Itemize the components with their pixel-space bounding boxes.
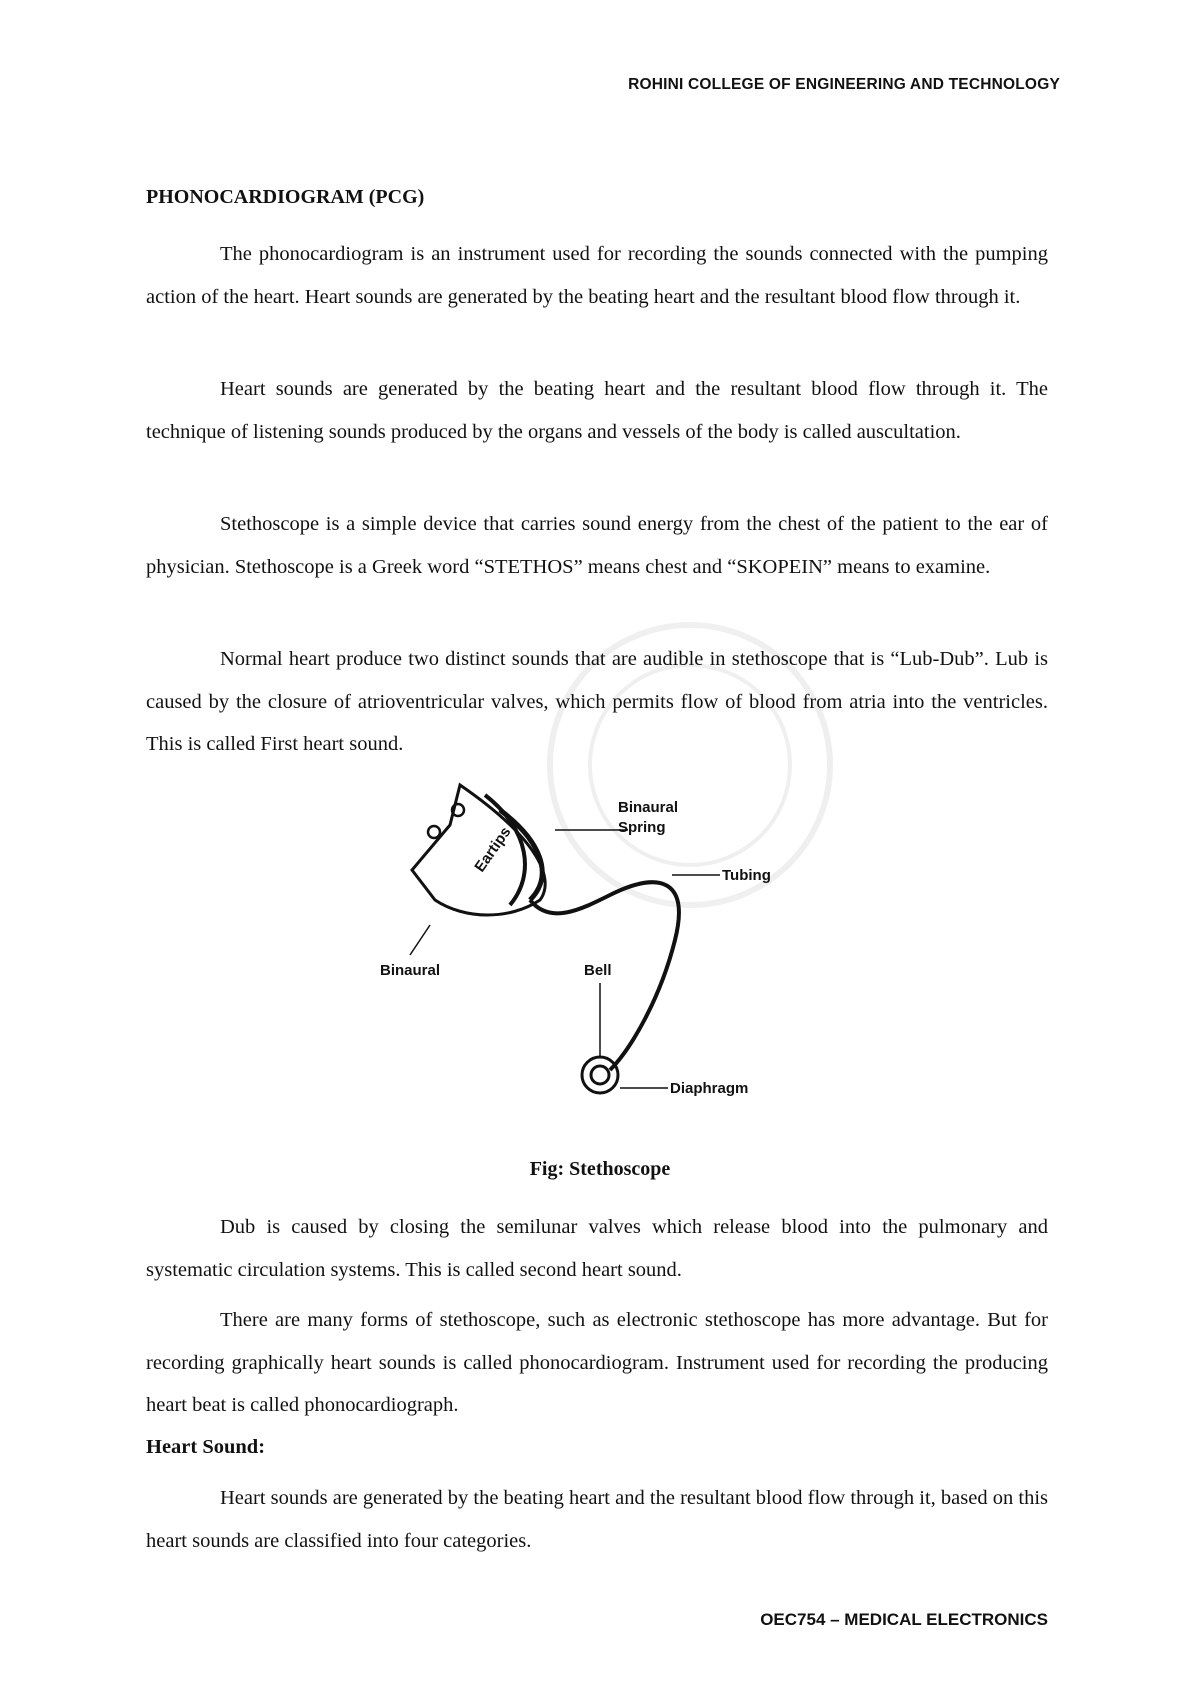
label-binaural-spring-line1: Binaural xyxy=(618,799,679,816)
label-diaphragm: Diaphragm xyxy=(670,1080,749,1097)
label-eartips: Eartips xyxy=(471,823,515,876)
page-header: ROHINI COLLEGE OF ENGINEERING AND TECHNOLOGY xyxy=(628,76,1060,93)
section-title: PHONOCARDIOGRAM (PCG) xyxy=(146,186,425,208)
diaphragm-icon xyxy=(582,1057,618,1093)
label-binaural-spring-line2: Spring xyxy=(618,819,666,836)
eartip-icon xyxy=(428,826,440,838)
stethoscope-diagram xyxy=(380,770,830,1130)
figure-caption: Fig: Stethoscope xyxy=(529,1158,671,1180)
label-binaural: Binaural xyxy=(380,962,441,979)
heart-sound-heading: Heart Sound: xyxy=(146,1436,266,1458)
page-footer: OEC754 – MEDICAL ELECTRONICS xyxy=(760,1610,1048,1629)
label-tubing: Tubing xyxy=(722,867,771,884)
bell-icon xyxy=(591,1066,609,1084)
paragraph-dub: Dub is caused by closing the semilunar valves which release blood into the pulmonary and systematic circulation systems. This is called second heart sound. xyxy=(146,1216,1048,1281)
paragraph-stethoscope-forms: There are many forms of stethoscope, such as electronic stethoscope has more advantage. But for recording graphically heart sounds is called phonocardiogram. Instrument used for recording the producing heart beat is called phonocardiograph. xyxy=(146,1309,1048,1416)
stethoscope-figure xyxy=(380,770,830,1130)
paragraph-auscultation: Heart sounds are generated by the beating heart and the resultant blood flow through it. The technique of listening sounds produced by the organs and vessels of the body is called auscultation. xyxy=(146,378,1048,443)
paragraph-stethoscope: Stethoscope is a simple device that carries sound energy from the chest of the patient to the ear of physician. Stethoscope is a Greek word “STETHOS” means chest and “SKOPEIN” means to examine. xyxy=(146,513,1048,578)
paragraph-heart-sound: Heart sounds are generated by the beating heart and the resultant blood flow through it, based on this heart sounds are classified into four categories. xyxy=(146,1487,1048,1552)
paragraph-intro: The phonocardiogram is an instrument used for recording the sounds connected with the pumping action of the heart. Heart sounds are generated by the beating heart and the resultant blood flow through it. xyxy=(146,243,1048,308)
label-bell: Bell xyxy=(584,962,612,979)
paragraph-lub-dub: Normal heart produce two distinct sounds that are audible in stethoscope that is “Lub-Dub”. Lub is caused by the closure of atrioventricular valves, which permits flow of blood from atria into the ventricles. This is called First heart sound. xyxy=(146,648,1048,755)
